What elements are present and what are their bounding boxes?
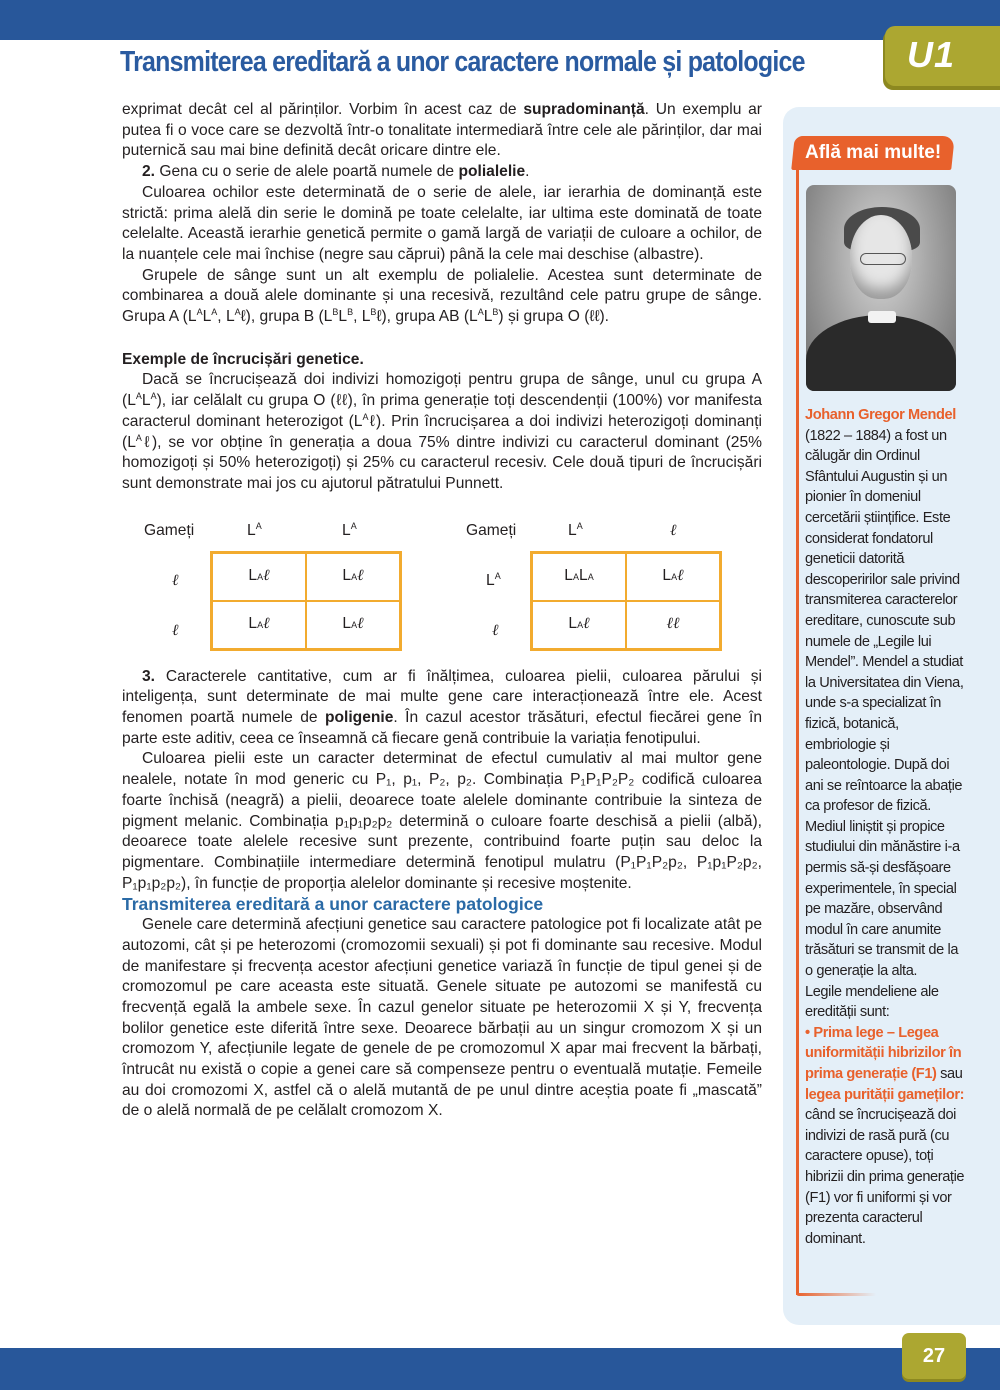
- punnett-squares: [122, 507, 762, 667]
- laws-intro: Legile mendeliene ale eredității sunt:: [805, 983, 939, 1021]
- top-banner: [0, 0, 1000, 40]
- examples-heading: Exemple de încrucișări genetice.: [122, 350, 364, 368]
- punnett-cell: L A ℓ: [626, 553, 720, 601]
- paragraph-eye-color: Culoarea ochilor este determinată de o serie de alele, iar ierarhia de dominanță este strictă: prima alelă din serie le domină pe toate celelalte, iar ultima este dominată de toate celelalte. Această ierarhie genetică permite o gamă largă de variații de culoare a ochilor, de la nuanțele cele mai închise (negre sau căprui) până la cele mai deschise (albastre).: [122, 183, 762, 263]
- punnett-1-row-header: ℓ: [172, 621, 179, 639]
- mendel-portrait: [806, 185, 956, 391]
- bottom-banner: [0, 1348, 1000, 1390]
- unit-badge: [885, 26, 1000, 86]
- section-heading-pathologic: Transmiterea ereditară a unor caractere patologice: [122, 894, 544, 915]
- sidebar-text: [805, 405, 965, 1249]
- mendel-bio: Johann Gregor Mendel (1822 – 1884) a fost un călugăr din Ordinul Sfântului Augustin și un pionier în domeniul cercetării științifice. Este considerat fondatorul geneticii datorită descoperirilor sale privind transmiterea caracterelor ereditare, cunoscute sub numele de „Legile lui Mendel”. Mendel a studiat la Universitatea din Viena, unde s-a specializat în fizică, botanică, embriologie și paleontologie. După doi ani se reîntoarce la abație ca profesor de fizică. Mediul liniștit și propice studiului din mănăstire i-a permis să-și desfășoare experimentele, în special pe mazăre, observând modul în care anumite trăsături se transmit de la o generație la alta.: [805, 407, 964, 980]
- paragraph-poligenie: 3. Caracterele cantitative, cum ar fi înălțimea, culoarea pielii, culoarea părului și inteligența, sunt determinate de mai multe gene care interacționează între ele. Acest fenomen poartă numele de poligenie. În cazul acestor trăsături, efectul fiecărei gene în parte este aditiv, ceea ce înseamnă că fiecare genă contribuie la variația fenotipului.: [122, 667, 762, 747]
- punnett-cell: L A L A: [532, 553, 626, 601]
- unit-badge-label: U1: [907, 34, 956, 75]
- punnett-2-col-header: ℓ: [670, 521, 677, 539]
- sidebar-accent-rule: [796, 165, 799, 1295]
- mendel-name: Johann Gregor Mendel: [805, 407, 956, 423]
- punnett-cell: ℓ ℓ: [626, 601, 720, 649]
- punnett-cell: L A ℓ: [306, 601, 400, 649]
- sidebar-accent-bottom: [796, 1293, 876, 1296]
- learn-more-tag: [791, 136, 955, 170]
- page-number: 27: [902, 1333, 966, 1379]
- punnett-1-col-header: $L^A$: [342, 520, 357, 539]
- punnett-cell: L A ℓ: [306, 553, 400, 601]
- learn-more-label: Află mai multe!: [805, 142, 942, 163]
- main-content: [122, 100, 762, 1122]
- law-1: • Prima lege – Legea uniformității hibrizilor în prima generație (F1) sau legea purității gameților: când se încrucișează doi indivizi de rasă pură (cu caractere opuse), toți hibrizii din prima generație (F1) vor fi uniformi și vor prezenta caracterul dominant.: [805, 1024, 965, 1247]
- punnett-1-grid: [210, 551, 402, 651]
- paragraph-pathologic: Genele care determină afecțiuni genetice sau caractere patologice pot fi localizate atât pe autozomi, cât și pe heterozomi (cromozomii sexuali) și pot fi dominante sau recesive. Modul de manifestare și frecvența acestor afecțiuni genetice variază în funcție de tipul genei și de cromozomul pe care aceasta este situată. Genele situate pe autozomi se manifestă cu frecvență egală la ambele sexe. În cazul genelor situate pe heterozomii X și Y, frecvența bolilor genetice este diferită între sexe. Deoarece bărbații au un singur cromozom X și un cromozom Y, afecțiunile legate de genele de pe cromozomul X apar mai frecvent la bărbați, întrucât nu există o copie a genei care să compenseze pentru o eventuală mutație. Femeile au doi cromozomi X, astfel că o alelă mutantă de pe unul dintre aceștia poate fi „mascată” de o alelă normală de pe celălalt cromozom X.: [122, 916, 762, 1120]
- paragraph-crosses: Dacă se încrucișează doi indivizi homozigoți pentru grupa de sânge, unul cu grupa A $(L^AL^A)$, iar celălalt cu grupa O (ℓℓ), în prima generație toți descendenții (100%) vor manifesta caracterul dominant heterozigot $(L^A\ell)$. Prin încrucișarea a doi indivizi heterozigoți dominanți $(L^A\ell)$, se vor obține în generația a doua 75% dintre indivizi cu caracterul dominant (25% homozigoți și 50% heterozigoți) și 25% cu caracterul recesiv. Cele două tipuri de încrucișări sunt demonstrate mai jos cu ajutorul pătratului Punnett.: [122, 371, 762, 492]
- punnett-1-col-header: $L^A$: [247, 520, 262, 539]
- page-title: Transmiterea ereditară a unor caractere normale și patologice: [120, 46, 805, 78]
- punnett-cell: L A ℓ: [532, 601, 626, 649]
- punnett-1-row-header: ℓ: [172, 571, 179, 589]
- paragraph-supradominance: exprimat decât cel al părinților. Vorbim în acest caz de supradominanță. Un exemplu ar putea fi o voce care se dezvoltă într-o tonalitate intermediară între cele ale părinților, dar mai puternică sau mai bine definită decât oricare dintre ele.: [122, 101, 762, 160]
- paragraph-polialelie: 2. Gena cu o serie de alele poartă numele de polialelie.: [142, 163, 530, 181]
- punnett-2-grid: [530, 551, 722, 651]
- punnett-cell: L A ℓ: [212, 553, 306, 601]
- paragraph-skin-color: Culoarea pielii este un caracter determinat de efectul cumulativ al mai multor gene nealele, notate în mod generic cu P₁, p₁, P₂, p₂. Combinația P₁P₁P₂P₂ codifică culoarea foarte închisă (neagră) a pielii, deoarece toate alelele dominante contribuie la sinteza de pigment melanic. Combinația p₁p₁p₂p₂ determină o culoare foarte deschisă a pielii (albă), deoarece toate alelele recesive sunt prezente, contribuind foarte puțin sau deloc la pigmentare. Combinațiile intermediare determină fenotipul mulatru (P₁P₁P₂p₂, P₁p₁P₂p₂, P₁p₁p₂p₂), în funcție de proporția alelelor dominante și recesive moștenite.: [122, 750, 762, 892]
- punnett-1-label: Gameți: [144, 521, 195, 539]
- punnett-2-col-header: $L^A$: [568, 520, 583, 539]
- punnett-2-row-header: $L^A$: [486, 570, 501, 589]
- punnett-2-label: Gameți: [466, 521, 517, 539]
- punnett-cell: L A ℓ: [212, 601, 306, 649]
- paragraph-blood-groups: Grupele de sânge sunt un alt exemplu de polialelie. Acestea sunt determinate de combinarea a două alele dominante și una recesivă, rezultând cele patru grupe de sânge. Grupa A ($L^AL^A$, $L^A\ell$), grupa B ($L^BL^B$, $L^B\ell$), grupa AB $(L^AL^B)$ și grupa O (ℓℓ).: [122, 266, 762, 326]
- punnett-2-row-header: ℓ: [492, 621, 499, 639]
